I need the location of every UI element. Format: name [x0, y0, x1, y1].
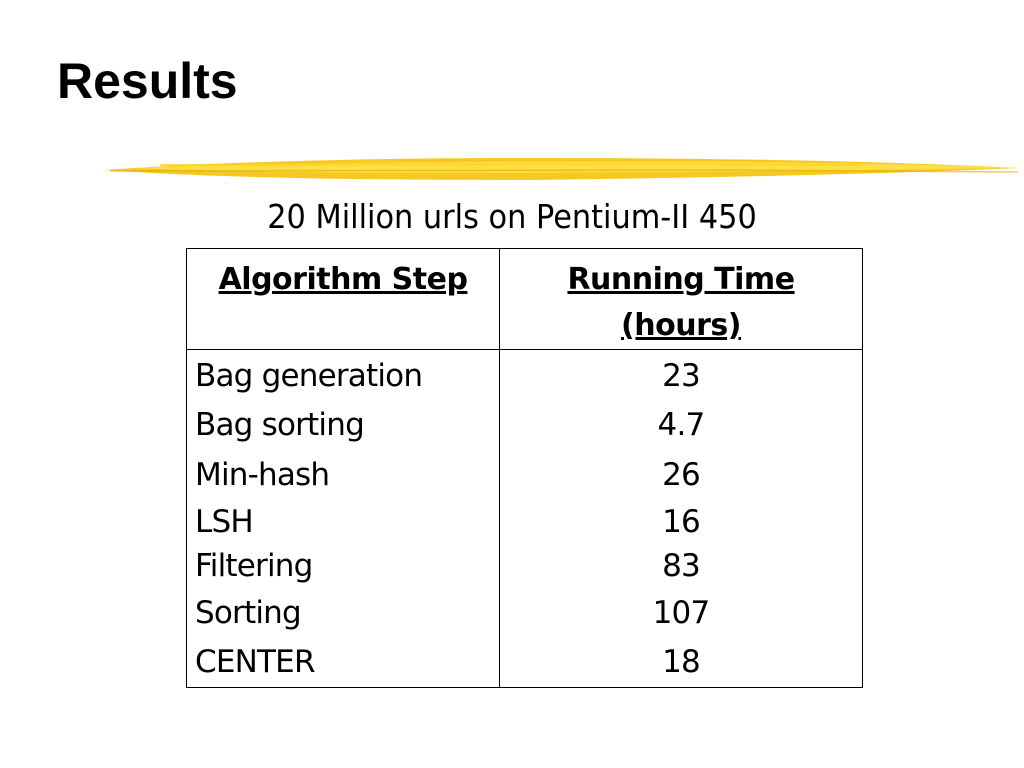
slide-title: Results [57, 53, 238, 109]
time-cell: 16 [500, 500, 863, 544]
table-header-row [187, 249, 863, 350]
table-row [187, 400, 863, 450]
step-cell: CENTER [187, 638, 500, 688]
table-row [187, 544, 863, 588]
time-cell: 107 [500, 588, 863, 638]
table-caption: 20 Million urls on Pentium-II 450 [267, 197, 757, 236]
brush-stroke-divider [100, 150, 1024, 190]
step-cell: Filtering [187, 544, 500, 588]
table-row [187, 450, 863, 500]
step-cell: Bag sorting [187, 400, 500, 450]
column-header-algorithm-step: Algorithm Step [187, 249, 500, 350]
time-cell: 23 [500, 350, 863, 400]
results-table [186, 248, 863, 688]
time-cell: 18 [500, 638, 863, 688]
step-cell: Sorting [187, 588, 500, 638]
column-header-running-time: Running Time (hours) [500, 249, 863, 350]
table-row [187, 638, 863, 688]
time-cell: 83 [500, 544, 863, 588]
time-cell: 4.7 [500, 400, 863, 450]
time-cell: 26 [500, 450, 863, 500]
step-cell: LSH [187, 500, 500, 544]
table-row [187, 500, 863, 544]
step-cell: Bag generation [187, 350, 500, 400]
step-cell: Min-hash [187, 450, 500, 500]
table-row [187, 588, 863, 638]
table-row [187, 350, 863, 400]
